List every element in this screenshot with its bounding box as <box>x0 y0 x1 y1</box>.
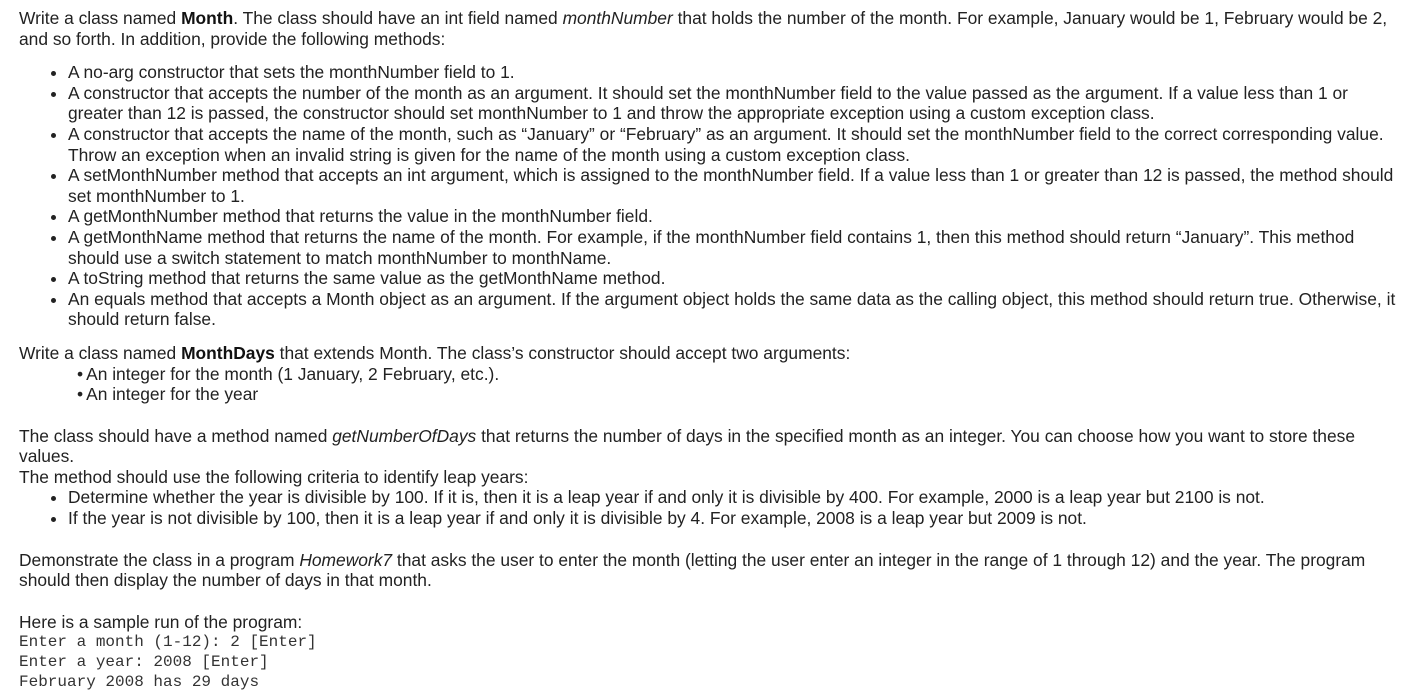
monthdays-intro-before: Write a class named <box>19 342 182 363</box>
sample-run-intro: Here is a sample run of the program: <box>19 611 303 632</box>
program-name: Homework7 <box>299 549 393 570</box>
demo-after: that asks the user to enter the month (letting the user enter an integer in the range of 1 through 12) and the year. The program should then display the number of days in that month. <box>19 549 1366 591</box>
list-item: • An integer for the month (1 January, 2 February, etc.). <box>77 364 1399 385</box>
demo-paragraph <box>19 550 1399 591</box>
month-intro-mid: . The class should have an int field named <box>233 8 563 28</box>
get-number-of-days-method: getNumberOfDays <box>332 425 477 446</box>
month-intro-before: Write a class named <box>19 8 182 28</box>
list-item: • A constructor that accepts the name of the month, such as “January” or “February” as an argument. It should set the monthNumber field to the correct corresponding value. Throw an exception when an invalid string is given for the name of the month using a custom exception class. <box>68 124 1399 165</box>
days-method-before: The class should have a method named <box>19 425 333 446</box>
days-method-after: that returns the number of days in the specified month as an integer. You can choose how you want to store these values. <box>19 425 1356 467</box>
month-methods-list <box>19 62 1399 330</box>
list-item: • A getMonthNumber method that returns the value in the monthNumber field. <box>68 206 1399 227</box>
leap-criteria-list <box>19 487 1399 528</box>
days-method-paragraph <box>19 426 1399 467</box>
list-item: • A no-arg constructor that sets the monthNumber field to 1. <box>68 62 1399 83</box>
leap-criteria-intro: The method should use the following criteria to identify leap years: <box>19 466 529 487</box>
sample-run-line: Enter a year: 2008 [Enter] <box>19 653 269 672</box>
monthdays-class-name: MonthDays <box>181 342 275 363</box>
month-intro-after: that holds the number of the month. For example, January would be 1, February would be 2, and so forth. In addition, provide the following methods: <box>19 8 1388 49</box>
sample-run-line: Enter a month (1-12): 2 [Enter] <box>19 633 317 652</box>
list-item: • An integer for the year <box>77 384 1399 405</box>
list-item: • A getMonthName method that returns the name of the month. For example, if the monthNumber field contains 1, then this method should return “January”. This method should use a switch statement to match monthNumber to monthName. <box>68 227 1399 268</box>
month-class-intro <box>19 8 1399 49</box>
month-number-field: monthNumber <box>562 8 673 28</box>
month-class-name: Month <box>181 8 234 28</box>
list-item: • Determine whether the year is divisible by 100. If it is, then it is a leap year if and only it is divisible by 400. For example, 2000 is a leap year but 2100 is not. <box>68 487 1399 508</box>
sample-run-output <box>19 632 1399 692</box>
list-item: • A setMonthNumber method that accepts an int argument, which is assigned to the monthNumber field. If a value less than 1 or greater than 12 is passed, the method should set monthNumber to 1. <box>68 165 1399 206</box>
list-item: • A toString method that returns the same value as the getMonthName method. <box>68 268 1399 289</box>
monthdays-args-list <box>19 364 1399 405</box>
list-item: • A constructor that accepts the number of the month as an argument. It should set the monthNumber field to the value passed as the argument. If a value less than 1 or greater than 12 is passed, the constructor should set monthNumber to 1 and throw the appropriate exception using a custom exception class. <box>68 83 1399 124</box>
list-item: • An equals method that accepts a Month object as an argument. If the argument object holds the same data as the calling object, this method should return true. Otherwise, it should return false. <box>68 289 1399 330</box>
demo-before: Demonstrate the class in a program <box>19 549 300 570</box>
monthdays-intro-after: that extends Month. The class’s constructor should accept two arguments: <box>274 342 851 363</box>
list-item: • If the year is not divisible by 100, then it is a leap year if and only it is divisible by 4. For example, 2008 is a leap year but 2009 is not. <box>68 508 1399 529</box>
sample-run-line: February 2008 has 29 days <box>19 673 260 692</box>
monthdays-class-intro <box>19 343 1399 364</box>
